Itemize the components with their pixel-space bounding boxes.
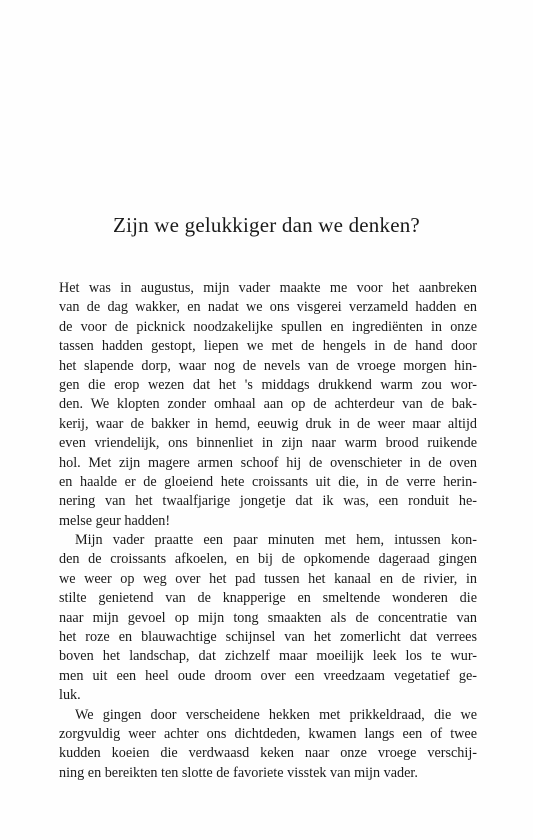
paragraph-1	[59, 279, 477, 531]
text-line: het roze en blauwachtige schijnsel van het zomerlicht dat verrees	[59, 629, 477, 646]
text-line: van de dag wakker, en nadat we ons visgerei verzameld hadden en	[59, 299, 477, 316]
text-line: nering van het twaalfjarige jongetje dat ik was, een ronduit he-	[59, 493, 477, 510]
paragraph-3	[59, 706, 477, 784]
text-line: kudden koeien die verdwaasd keken naar onze vroege verschij-	[59, 745, 477, 762]
text-line: tassen hadden gestopt, liepen we met de hengels in de hand door	[59, 338, 477, 355]
text-line: hol. Met zijn magere armen schoof hij de ovenschieter in de oven	[59, 454, 477, 471]
body-text	[59, 279, 477, 783]
text-line: melse geur hadden!	[59, 512, 171, 529]
text-line: en haalde er de gloeiend hete croissants uit die, in de verre herin-	[59, 473, 477, 490]
text-line: stilte genietend van de knapperige en smeltende wonderen die	[59, 590, 477, 607]
text-line: kerij, waar de bakker in hemd, eeuwig druk in de weer maar altijd	[59, 415, 477, 432]
text-line: we weer op weg over het pad tussen het kanaal en de rivier, in	[59, 570, 477, 587]
text-line: gen die erop wezen dat het 's middags drukkend warm zou wor-	[59, 376, 477, 393]
text-line: Het was in augustus, mijn vader maakte me voor het aanbreken	[59, 280, 477, 296]
text-line: de voor de picknick noodzakelijke spullen en ingrediënten in onze	[59, 318, 477, 335]
text-line: den de croissants afkoelen, en bij de opkomende dageraad gingen	[59, 551, 477, 568]
text-line: ning en bereikten ten slotte de favoriete visstek van mijn vader.	[59, 764, 418, 781]
text-line: zorgvuldig weer achter ons dichtdeden, kwamen langs een of twee	[59, 725, 477, 742]
text-line: Mijn vader praatte een paar minuten met hem, intussen kon-	[75, 532, 477, 549]
text-line: naar mijn gevoel op mijn tong smaakten als de concentratie van	[59, 609, 477, 626]
paragraph-2	[59, 531, 477, 706]
text-line: men uit een heel oude droom over een vreedzaam vegetatief ge-	[59, 667, 477, 684]
chapter-title: Zijn we gelukkiger dan we denken?	[113, 213, 420, 237]
text-line: den. We klopten zonder omhaal aan op de achterdeur van de bak-	[59, 396, 477, 413]
text-line: even vriendelijk, ons binnenliet in zijn naar warm brood ruikende	[59, 435, 477, 452]
text-line: We gingen door verscheidene hekken met prikkeldraad, die we	[75, 706, 477, 723]
text-line: boven het landschap, dat zichzelf maar moeilijk leek los te wur-	[59, 648, 477, 665]
text-line: luk.	[59, 687, 81, 704]
text-line: het slapende dorp, waar nog de nevels van de vroege morgen hin-	[59, 357, 477, 374]
